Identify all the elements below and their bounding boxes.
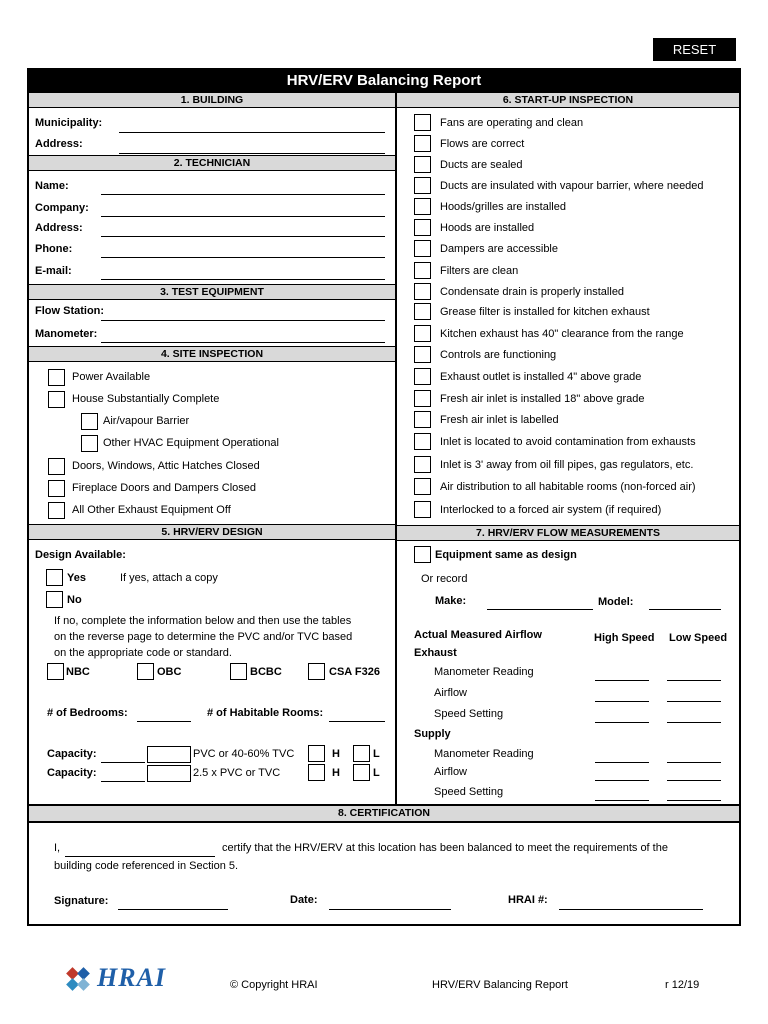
design-note-line2: on the reverse page to determine the PVC and/or TVC based xyxy=(54,631,353,643)
reset-button[interactable]: RESET xyxy=(653,38,736,61)
startup-item-19: Interlocked to a forced air system (if required) xyxy=(440,504,662,516)
startup-check-1[interactable] xyxy=(414,114,431,131)
startup-item-13: Exhaust outlet is installed 4" above grade xyxy=(440,371,642,383)
exhaust-airflow-high[interactable] xyxy=(595,701,649,702)
startup-item-8: Filters are clean xyxy=(440,265,519,277)
tech-company-field[interactable] xyxy=(101,216,385,217)
exhaust-manometer-high[interactable] xyxy=(595,680,649,681)
section-technician-header: 2. TECHNICIAN xyxy=(29,155,395,171)
capacity-h-label-2: H xyxy=(332,767,340,779)
make-label: Make: xyxy=(435,595,467,607)
exhaust-manometer-low[interactable] xyxy=(667,680,721,681)
hrai-number-field[interactable] xyxy=(559,909,703,910)
capacity-l-checkbox-1[interactable] xyxy=(353,745,370,762)
capacity-field-1[interactable] xyxy=(101,762,145,763)
same-as-design-checkbox[interactable] xyxy=(414,546,431,563)
site-item-hvac: Other HVAC Equipment Operational xyxy=(103,437,279,449)
startup-item-4: Ducts are insulated with vapour barrier, where needed xyxy=(440,180,704,192)
startup-item-10: Grease filter is installed for kitchen exhaust xyxy=(440,306,650,318)
tech-email-field[interactable] xyxy=(101,279,385,280)
startup-item-14: Fresh air inlet is installed 18" above grade xyxy=(440,393,645,405)
capacity-l-label-1: L xyxy=(373,748,380,760)
supply-manometer-low[interactable] xyxy=(667,762,721,763)
balancing-report-form xyxy=(27,68,741,926)
model-label: Model: xyxy=(598,596,634,608)
site-item-doors: Doors, Windows, Attic Hatches Closed xyxy=(72,460,260,472)
section-startup-header: 6. START-UP INSPECTION xyxy=(397,92,739,108)
site-check-house[interactable] xyxy=(48,391,65,408)
code-csa-label: CSA F326 xyxy=(329,666,380,678)
habitable-rooms-label: # of Habitable Rooms: xyxy=(207,707,324,719)
startup-item-17: Inlet is 3' away from oil fill pipes, gas regulators, etc. xyxy=(440,459,694,471)
same-as-design-label: Equipment same as design xyxy=(435,549,577,561)
design-note-line3: on the appropriate code or standard. xyxy=(54,647,232,659)
supply-speed-label: Speed Setting xyxy=(434,786,504,798)
design-yes-note: If yes, attach a copy xyxy=(120,572,218,584)
startup-check-8[interactable] xyxy=(414,262,431,279)
supply-airflow-low[interactable] xyxy=(667,780,721,781)
code-obc-label: OBC xyxy=(157,666,182,678)
startup-check-6[interactable] xyxy=(414,219,431,236)
hrai-logo xyxy=(64,962,174,996)
capacity-unit-2: 2.5 x PVC or TVC xyxy=(193,767,281,779)
capacity-box-2[interactable] xyxy=(147,765,191,782)
capacity-l-checkbox-2[interactable] xyxy=(353,764,370,781)
capacity-h-label-1: H xyxy=(332,748,340,760)
exhaust-speed-high[interactable] xyxy=(595,722,649,723)
exhaust-manometer-label: Manometer Reading xyxy=(434,666,534,678)
date-label: Date: xyxy=(290,894,318,906)
supply-manometer-label: Manometer Reading xyxy=(434,748,534,760)
section-flow-header: 7. HRV/ERV FLOW MEASUREMENTS xyxy=(397,525,739,541)
code-nbc-label: NBC xyxy=(66,666,90,678)
actual-airflow-label: Actual Measured Airflow xyxy=(414,629,542,641)
startup-item-16: Inlet is located to avoid contamination from exhausts xyxy=(440,436,696,448)
exhaust-speed-low[interactable] xyxy=(667,722,721,723)
startup-item-11: Kitchen exhaust has 40" clearance from the range xyxy=(440,328,684,340)
date-field[interactable] xyxy=(329,909,451,910)
startup-item-9: Condensate drain is properly installed xyxy=(440,286,625,298)
startup-check-11[interactable] xyxy=(414,325,431,342)
site-check-fireplace[interactable] xyxy=(48,480,65,497)
cert-text-line2: building code referenced in Section 5. xyxy=(54,860,239,872)
site-item-exhaust: All Other Exhaust Equipment Off xyxy=(72,504,231,516)
startup-item-18: Air distribution to all habitable rooms (non-forced air) xyxy=(440,481,696,493)
site-check-power[interactable] xyxy=(48,369,65,386)
startup-item-15: Fresh air inlet is labelled xyxy=(440,414,559,426)
startup-check-17[interactable] xyxy=(414,456,431,473)
design-no-checkbox[interactable] xyxy=(46,591,63,608)
cert-text-line1: certify that the HRV/ERV at this location has been balanced to meet the requirements of the xyxy=(222,842,668,854)
tech-email-label: E-mail: xyxy=(35,265,72,277)
site-check-exhaust[interactable] xyxy=(48,502,65,519)
capacity-field-2[interactable] xyxy=(101,781,145,782)
design-note-line1: If no, complete the information below and then use the tables xyxy=(54,615,352,627)
startup-item-2: Flows are correct xyxy=(440,138,525,150)
municipality-field[interactable] xyxy=(119,132,385,133)
code-bcbc-label: BCBC xyxy=(250,666,282,678)
capacity-h-checkbox-1[interactable] xyxy=(308,745,325,762)
hrai-number-label: HRAI #: xyxy=(508,894,548,906)
hrai-logo-text: HRAI xyxy=(97,963,167,992)
section-building-header: 1. BUILDING xyxy=(29,92,395,108)
bedrooms-field[interactable] xyxy=(137,721,191,722)
flow-station-field[interactable] xyxy=(101,320,385,321)
high-speed-header: High Speed xyxy=(594,632,655,644)
building-address-label: Address: xyxy=(35,138,83,150)
section-design-header: 5. HRV/ERV DESIGN xyxy=(29,524,395,540)
startup-check-18[interactable] xyxy=(414,478,431,495)
supply-speed-low[interactable] xyxy=(667,800,721,801)
signature-label: Signature: xyxy=(54,895,109,907)
low-speed-header: Low Speed xyxy=(669,632,728,644)
startup-item-12: Controls are functioning xyxy=(440,349,557,361)
capacity-h-checkbox-2[interactable] xyxy=(308,764,325,781)
startup-check-19[interactable] xyxy=(414,501,431,518)
capacity-label-1: Capacity: xyxy=(47,748,97,760)
exhaust-airflow-low[interactable] xyxy=(667,701,721,702)
exhaust-airflow-label: Airflow xyxy=(434,687,468,699)
model-field[interactable] xyxy=(649,609,721,610)
or-record-label: Or record xyxy=(421,573,468,585)
section-site-header: 4. SITE INSPECTION xyxy=(29,346,395,362)
startup-check-3[interactable] xyxy=(414,156,431,173)
startup-item-3: Ducts are sealed xyxy=(440,159,523,171)
startup-check-12[interactable] xyxy=(414,346,431,363)
section-equipment-header: 3. TEST EQUIPMENT xyxy=(29,284,395,300)
tech-phone-label: Phone: xyxy=(35,243,73,255)
design-yes-label: Yes xyxy=(67,572,86,584)
column-divider xyxy=(395,92,397,804)
design-available-label: Design Available: xyxy=(35,549,126,561)
site-item-house: House Substantially Complete xyxy=(72,393,220,405)
startup-check-2[interactable] xyxy=(414,135,431,152)
cert-i-label: I, xyxy=(54,842,61,854)
report-title: HRV/ERV Balancing Report xyxy=(29,70,739,92)
site-check-doors[interactable] xyxy=(48,458,65,475)
site-item-vapour: Air/vapour Barrier xyxy=(103,415,190,427)
startup-check-10[interactable] xyxy=(414,303,431,320)
startup-check-14[interactable] xyxy=(414,390,431,407)
startup-check-5[interactable] xyxy=(414,198,431,215)
supply-airflow-label: Airflow xyxy=(434,766,468,778)
supply-airflow-high[interactable] xyxy=(595,780,649,781)
code-nbc-checkbox[interactable] xyxy=(47,663,64,680)
code-bcbc-checkbox[interactable] xyxy=(230,663,247,680)
startup-item-1: Fans are operating and clean xyxy=(440,117,584,129)
startup-check-16[interactable] xyxy=(414,433,431,450)
cert-name-field[interactable] xyxy=(65,856,215,857)
signature-field[interactable] xyxy=(118,909,228,910)
tech-phone-field[interactable] xyxy=(101,257,385,258)
tech-address-label: Address: xyxy=(35,222,83,234)
tech-name-field[interactable] xyxy=(101,194,385,195)
startup-check-13[interactable] xyxy=(414,368,431,385)
flow-station-label: Flow Station: xyxy=(35,305,105,317)
supply-manometer-high[interactable] xyxy=(595,762,649,763)
code-csa-checkbox[interactable] xyxy=(308,663,325,680)
capacity-label-2: Capacity: xyxy=(47,767,97,779)
site-item-fireplace: Fireplace Doors and Dampers Closed xyxy=(72,482,257,494)
footer-revision: r 12/19 xyxy=(665,979,700,991)
capacity-box-1[interactable] xyxy=(147,746,191,763)
design-yes-checkbox[interactable] xyxy=(46,569,63,586)
footer-copyright: © Copyright HRAI xyxy=(230,979,318,991)
tech-company-label: Company: xyxy=(35,202,89,214)
site-check-hvac[interactable] xyxy=(81,435,98,452)
tech-address-field[interactable] xyxy=(101,236,385,237)
site-item-power: Power Available xyxy=(72,371,151,383)
manometer-label: Manometer: xyxy=(35,328,98,340)
municipality-label: Municipality: xyxy=(35,117,103,129)
startup-item-7: Dampers are accessible xyxy=(440,243,558,255)
exhaust-label: Exhaust xyxy=(414,647,457,659)
section-certification-header: 8. CERTIFICATION xyxy=(29,804,739,823)
habitable-rooms-field[interactable] xyxy=(329,721,385,722)
startup-check-15[interactable] xyxy=(414,411,431,428)
startup-check-4[interactable] xyxy=(414,177,431,194)
exhaust-speed-label: Speed Setting xyxy=(434,708,504,720)
supply-label: Supply xyxy=(414,728,451,740)
supply-speed-high[interactable] xyxy=(595,800,649,801)
design-no-label: No xyxy=(67,594,82,606)
startup-item-6: Hoods are installed xyxy=(440,222,535,234)
tech-name-label: Name: xyxy=(35,180,69,192)
bedrooms-label: # of Bedrooms: xyxy=(47,707,128,719)
capacity-unit-1: PVC or 40-60% TVC xyxy=(193,748,295,760)
manometer-field[interactable] xyxy=(101,342,385,343)
capacity-l-label-2: L xyxy=(373,767,380,779)
footer-doc-title: HRV/ERV Balancing Report xyxy=(432,979,568,991)
building-address-field[interactable] xyxy=(119,153,385,154)
startup-check-9[interactable] xyxy=(414,283,431,300)
site-check-vapour[interactable] xyxy=(81,413,98,430)
make-field[interactable] xyxy=(487,609,593,610)
code-obc-checkbox[interactable] xyxy=(137,663,154,680)
startup-item-5: Hoods/grilles are installed xyxy=(440,201,566,213)
startup-check-7[interactable] xyxy=(414,240,431,257)
